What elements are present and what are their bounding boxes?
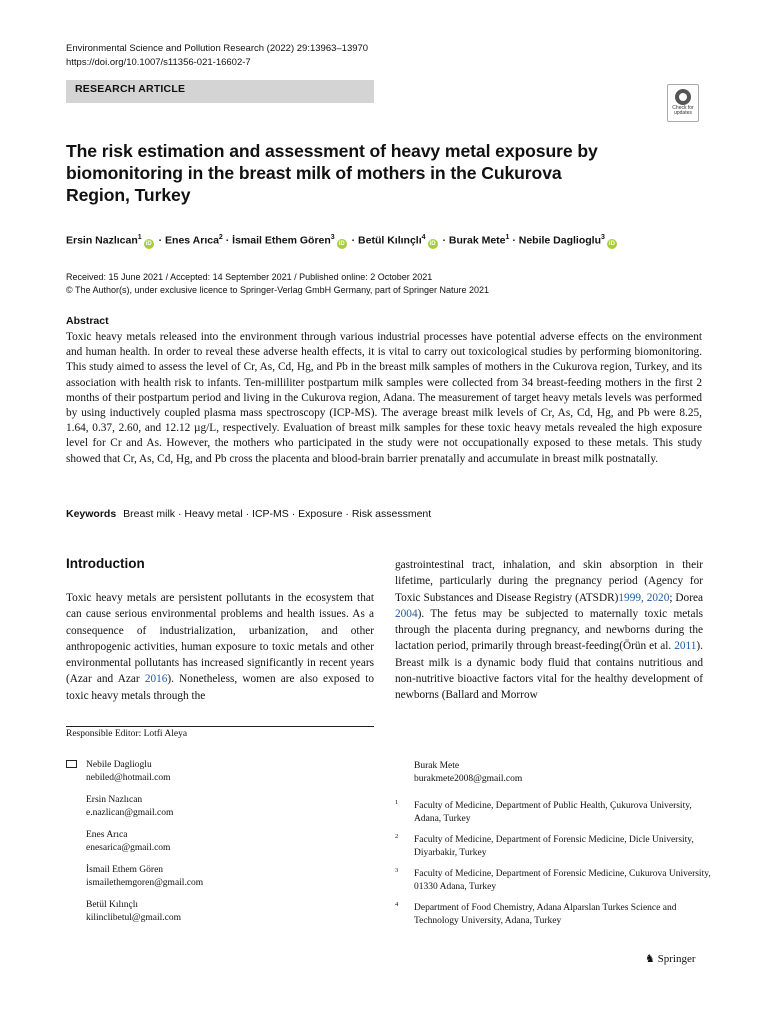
introduction-column-2 bbox=[395, 557, 703, 704]
doi-link[interactable]: https://doi.org/10.1007/s11356-021-16602-7 bbox=[66, 57, 251, 68]
author-name[interactable]: Betül Kılınçlı bbox=[358, 234, 422, 247]
contact-name: Enes Arıca bbox=[86, 830, 128, 840]
affiliation-list bbox=[395, 800, 715, 936]
contact-email[interactable]: e.nazlican@gmail.com bbox=[86, 807, 174, 818]
author-affiliation-number: 2 bbox=[218, 234, 223, 241]
journal-header bbox=[66, 42, 368, 70]
author-name[interactable]: İsmail Ethem Gören bbox=[232, 234, 331, 247]
journal-citation: Environmental Science and Pollution Research (2022) 29:13963–13970 bbox=[66, 43, 369, 54]
affiliation-item bbox=[395, 902, 715, 927]
article-title: The risk estimation and assessment of heavy metal exposure by biomonitoring in the breast milk of mothers in the Cukurova Region, Turkey bbox=[66, 141, 598, 205]
contact-email[interactable]: burakmete2008@gmail.com bbox=[414, 773, 523, 784]
contact-entry bbox=[414, 760, 522, 785]
introduction-heading: Introduction bbox=[66, 556, 145, 571]
author-name[interactable]: Enes Arıca bbox=[165, 234, 219, 247]
citation-link[interactable]: 2016 bbox=[144, 673, 168, 686]
footnote-divider bbox=[66, 726, 374, 727]
contact-entry bbox=[86, 899, 203, 924]
author-affiliation-number: 3 bbox=[601, 234, 605, 241]
citation-link[interactable]: 2011 bbox=[674, 640, 697, 653]
author-list: Ersin Nazlıcan$^1$iD · Enes Arıca$^2$ · İsmail Ethem Gören$^3$iD · Betül Kılınçlı$^4$iD · Burak Mete$^1$ · Nebile Daglioglu$^3$iD bbox=[66, 234, 615, 247]
envelope-icon bbox=[66, 760, 77, 768]
publisher-name: Springer bbox=[657, 953, 696, 965]
keywords bbox=[66, 508, 431, 520]
intro-text: ; Dorea bbox=[669, 591, 703, 604]
contact-email[interactable]: nebiled@hotmail.com bbox=[86, 772, 171, 783]
orcid-icon[interactable]: iD bbox=[429, 240, 436, 247]
affiliation-text: Faculty of Medicine, Department of Forensic Medicine, Dicle University, Diyarbakir, Turkey bbox=[414, 835, 694, 858]
contact-name: Burak Mete bbox=[414, 761, 460, 771]
affiliation-text: Faculty of Medicine, Department of Public Health, Çukurova University, Adana, Turkey bbox=[414, 801, 692, 824]
author-name[interactable]: Ersin Nazlıcan bbox=[66, 234, 138, 247]
keywords-label: Keywords bbox=[66, 508, 117, 520]
intro-text: ). The fetus may be subjected to maternally toxic metals through the placenta during pregnancy, and newborns during the lactation period, primarily through breast-feeding(Örün et al. bbox=[395, 607, 703, 653]
intro-text: ). Nonetheless, women are also exposed to toxic heavy metals through the bbox=[66, 673, 374, 702]
contact-name: Betül Kılınçlı bbox=[86, 900, 138, 910]
contact-list bbox=[86, 759, 203, 934]
check-updates-icon bbox=[675, 89, 691, 105]
dates-line: Received: 15 June 2021 / Accepted: 14 September 2021 / Published online: 2 October 2021 bbox=[66, 272, 433, 282]
article-type-banner: RESEARCH ARTICLE bbox=[66, 80, 374, 103]
contact-name: İsmail Ethem Gören bbox=[86, 865, 164, 875]
author-affiliation-number: 3 bbox=[330, 234, 335, 241]
orcid-icon[interactable]: iD bbox=[338, 240, 345, 247]
affiliation-text: Faculty of Medicine, Department of Forensic Medicine, Cukurova University, 01330 Adana, Turkey bbox=[414, 869, 711, 892]
copyright-line: © The Author(s), under exclusive licence to Springer-Verlag GmbH Germany, part of Springer Nature 2021 bbox=[66, 285, 489, 295]
contact-name: Nebile Daglioglu bbox=[86, 760, 152, 770]
affiliation-text: Department of Food Chemistry, Adana Alparslan Turkes Science and Technology University, Adana, Turkey bbox=[414, 903, 677, 926]
check-updates-line2: updates bbox=[674, 110, 692, 116]
intro-text: gastrointestinal tract, inhalation, and skin absorption in their lifetime, particularly during the pregnancy period (Agency for Toxic Substances and Disease Registry (ATSDR) bbox=[395, 559, 703, 604]
author-name[interactable]: Burak Mete bbox=[448, 234, 506, 247]
springer-horse-icon: ♞ bbox=[645, 953, 655, 965]
orcid-icon[interactable]: iD bbox=[608, 240, 615, 247]
responsible-editor: Responsible Editor: Lotfi Aleya bbox=[66, 729, 188, 739]
affiliation-item bbox=[395, 800, 715, 825]
publication-dates bbox=[66, 271, 489, 297]
affiliation-number: 2 bbox=[395, 833, 399, 840]
contact-entry bbox=[86, 864, 203, 889]
publisher-logo bbox=[645, 952, 696, 965]
abstract-text: Toxic heavy metals released into the environment through various industrial processes have potential adverse effects on the environment and human health. In order to reveal these adverse health effects, it is vital to carry out toxicological studies by performing biomonitoring. This study aimed to assess the level of Cr, As, Cd, Hg, and Pb in the breast milk samples of mothers in the Cukurova region, Turkey, and its association with health risk to infants. Ten-milliliter postpartum milk samples were collected from 34 breast-feeding mothers in the first 2 months of their postpartum period and living in the Cukurova region, Adana. The measurement of target heavy metals levels was performed by using inductively coupled plasma mass spectroscopy (ICP-MS). The average breast milk levels of Cr, As, Cd, Hg, and Pb were 8.25, 1.64, 0.37, 2.60, and 12.12 µg/L, respectively. Evaluation of breast milk samples for these toxic heavy metals revealed the high exposure level for Cr and As. However, the mothers who participated in the study were not occupationally exposed to these metals. This study showed that Cr, As, Cd, Hg, and Pb cross the placenta and blood-brain barrier prenatally and accumulate in breast milk postnatally. bbox=[66, 331, 702, 465]
affiliation-item bbox=[395, 868, 715, 893]
author-name[interactable]: Nebile Daglioglu bbox=[518, 234, 602, 247]
intro-text: ). Breast milk is a dynamic body fluid that contains nutritious and non-nutritive bioactive factors vital for the healthy development of newborns (Ballard and Morrow bbox=[395, 640, 703, 702]
affiliation-item bbox=[395, 834, 715, 859]
intro-text: Toxic heavy metals are persistent pollutants in the ecosystem that can cause serious environmental problems and health issues. As a consequence of industrialization, urbanization, and other anthropogenic activities, human exposure to toxic metals and other environmental pollutants has increased significantly in recent years (Azar and Azar bbox=[66, 592, 374, 686]
citation-link[interactable]: 2004 bbox=[395, 607, 418, 620]
author-affiliation-number: 1 bbox=[137, 234, 142, 241]
check-updates-line1: Check for bbox=[672, 105, 694, 111]
contact-entry bbox=[86, 759, 203, 784]
affiliation-number: 1 bbox=[395, 799, 399, 806]
affiliation-number: 4 bbox=[395, 901, 399, 908]
contact-email[interactable]: enesarica@gmail.com bbox=[86, 842, 171, 853]
contact-name: Ersin Nazlıcan bbox=[86, 795, 143, 805]
contact-email[interactable]: kilinclibetul@gmail.com bbox=[86, 912, 182, 923]
keywords-list: Breast milk · Heavy metal · ICP-MS · Exposure · Risk assessment bbox=[123, 508, 432, 520]
author-affiliation-number: 1 bbox=[505, 234, 510, 241]
abstract-heading: Abstract bbox=[66, 315, 109, 327]
orcid-icon[interactable]: iD bbox=[145, 240, 152, 247]
check-for-updates-badge[interactable] bbox=[667, 84, 699, 122]
introduction-column-1 bbox=[66, 590, 374, 704]
contact-email[interactable]: ismailethemgoren@gmail.com bbox=[86, 877, 204, 888]
citation-link[interactable]: 1999, 2020 bbox=[618, 591, 670, 604]
affiliation-number: 3 bbox=[395, 867, 399, 874]
author-affiliation-number: 4 bbox=[421, 234, 426, 241]
contact-entry bbox=[86, 794, 203, 819]
contact-entry bbox=[86, 829, 203, 854]
